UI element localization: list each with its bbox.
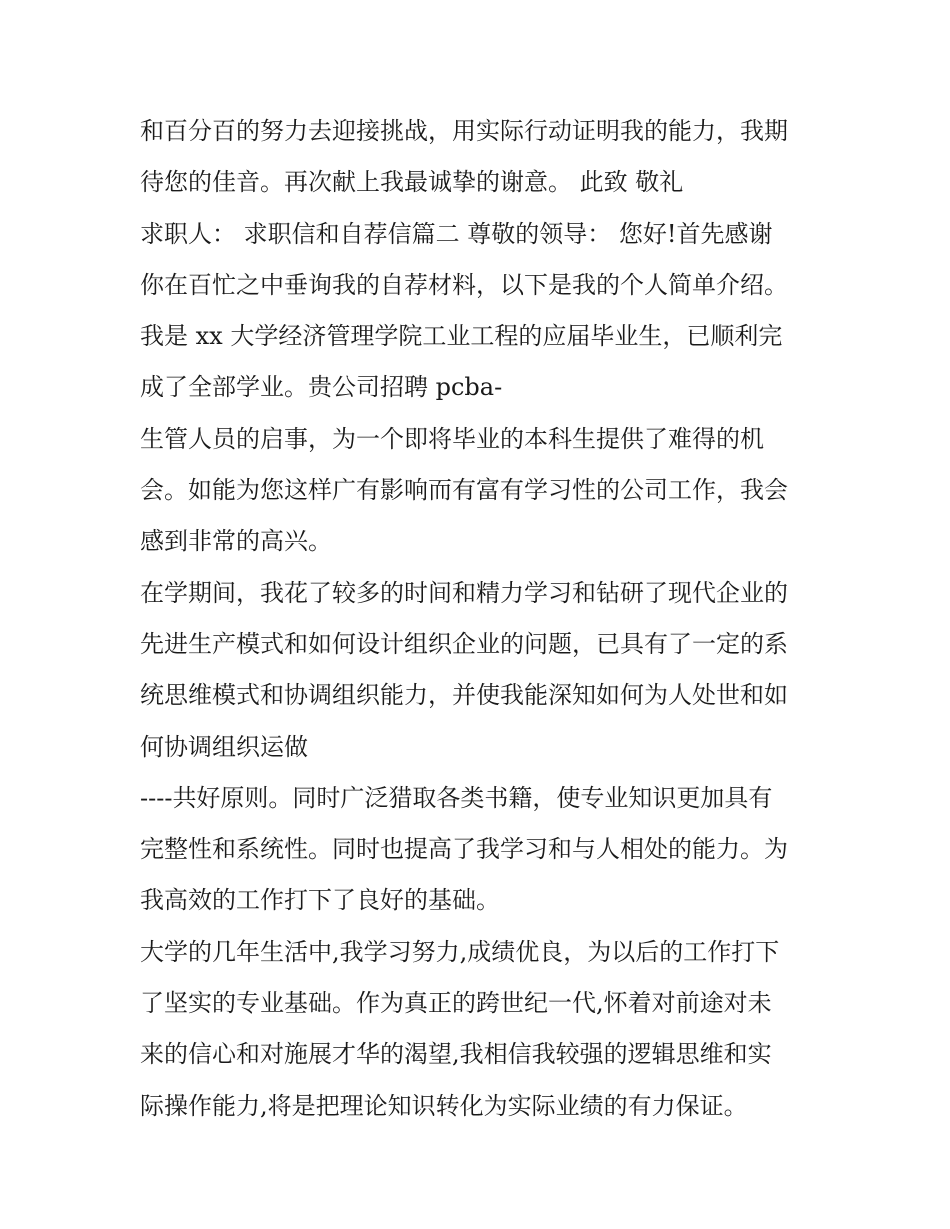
text-line: 何协调组织运做 bbox=[140, 732, 308, 761]
text-line: 和百分百的努力去迎接挑战，用实际行动证明我的能力，我期 bbox=[140, 117, 788, 145]
text-line: 感到非常的高兴。 bbox=[140, 527, 332, 556]
letter-body bbox=[140, 106, 820, 1132]
text-line: 我高效的工作打下了良好的基础。 bbox=[140, 886, 500, 915]
text-line: 生管人员的启事，为一个即将毕业的本科生提供了难得的机 bbox=[140, 424, 764, 453]
text-line: 统思维模式和协调组织能力，并使我能深知如何为人处世和如 bbox=[140, 681, 788, 710]
text-line: 待您的佳音。再次献上我最诚挚的谢意。 此致 敬礼 bbox=[140, 168, 684, 197]
text-line: 大学的几年生活中,我学习努力,成绩优良，为以后的工作打下 bbox=[140, 937, 780, 966]
text-line: ----共好原则。同时广泛猎取各类书籍，使专业知识更加具有 bbox=[140, 783, 773, 812]
text-line: 完整性和系统性。同时也提高了我学习和与人相处的能力。为 bbox=[140, 835, 788, 864]
text-line: 际操作能力,将是把理论知识转化为实际业绩的有力保证。 bbox=[140, 1091, 748, 1120]
text-line: 成了全部学业。贵公司招聘 pcba- bbox=[140, 373, 503, 402]
text-line: 求职人： 求职信和自荐信篇二 尊敬的领导： 您好!首先感谢 bbox=[140, 219, 773, 248]
text-line: 了坚实的专业基础。作为真正的跨世纪一代,怀着对前途对未 bbox=[140, 989, 772, 1018]
text-line: 在学期间，我花了较多的时间和精力学习和钻研了现代企业的 bbox=[140, 578, 788, 607]
text-line: 你在百忙之中垂询我的自荐材料，以下是我的个人简单介绍。 bbox=[140, 270, 788, 299]
text-line: 先进生产模式和如何设计组织企业的问题，已具有了一定的系 bbox=[140, 629, 788, 658]
text-line: 我是 xx 大学经济管理学院工业工程的应届毕业生，已顺利完 bbox=[140, 322, 783, 351]
text-line: 会。如能为您这样广有影响而有富有学习性的公司工作，我会 bbox=[140, 476, 788, 505]
text-line: 来的信心和对施展才华的渴望,我相信我较强的逻辑思维和实 bbox=[140, 1040, 772, 1069]
